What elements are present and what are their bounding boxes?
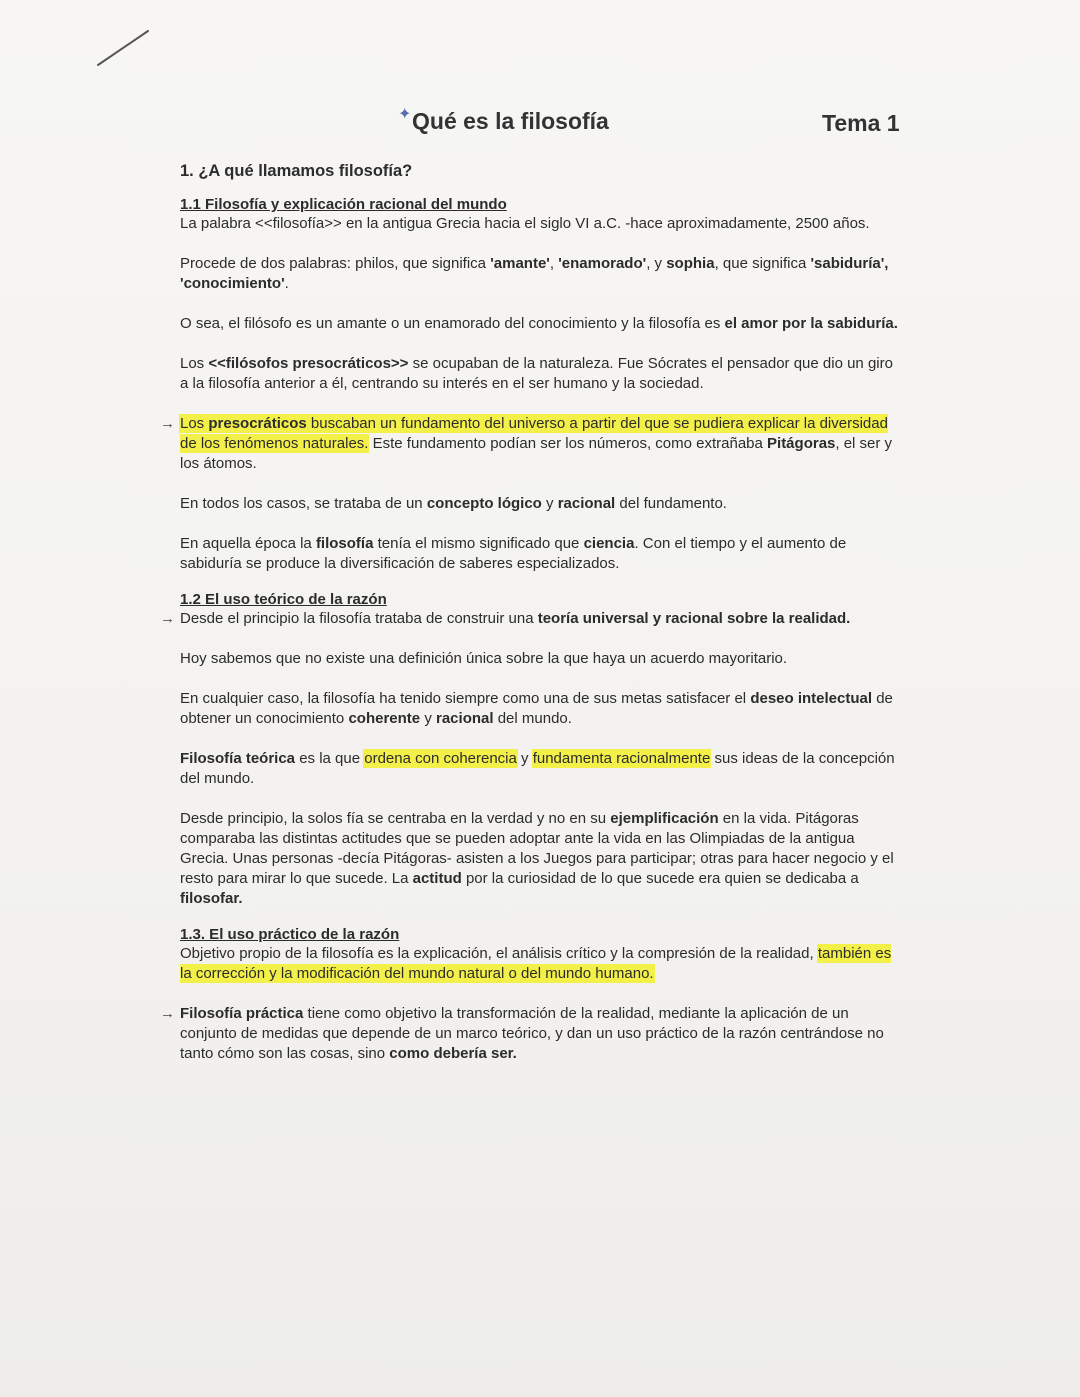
- paragraph: → Desde el principio la filosofía trataba de construir una teoría universal y racional sobre la realidad.: [160, 610, 851, 627]
- paragraph: La palabra <<filosofía>> en la antigua Grecia hacia el siglo VI a.C. -hace aproximadamente, 2500 años.: [180, 215, 870, 232]
- highlight: fundamenta racionalmente: [532, 750, 711, 767]
- paragraph: En todos los casos, se trataba de un concepto lógico y racional del fundamento.: [180, 495, 727, 512]
- paragraph: Los <<filósofos presocráticos>> se ocupaban de la naturaleza. Fue Sócrates el pensador que dio un giro a la filosofía anterior a él, centrando su interés en el ser humano y la sociedad.: [180, 355, 893, 392]
- section-heading: 1. ¿A qué llamamos filosofía?: [180, 162, 413, 180]
- highlight: también es la corrección y la modificación del mundo natural o del mundo humano.: [180, 945, 892, 982]
- paragraph: Filosofía teórica es la que ordena con coherencia y fundamenta racionalmente sus ideas de la concepción del mundo.: [180, 750, 895, 787]
- subsection-heading-1-1: 1.1 Filosofía y explicación racional del mundo: [180, 196, 507, 213]
- page-title: Qué es la filosofía: [412, 108, 609, 134]
- page-header: [0, 104, 1080, 144]
- highlight: Los presocráticos buscaban un fundamento del universo a partir del que se pudiera explicar la diversidad de los fenómenos naturales.: [180, 415, 888, 452]
- arrow-icon: →: [160, 415, 175, 432]
- subsection-heading-1-3: 1.3. El uso práctico de la razón: [180, 926, 400, 943]
- arrow-icon: →: [160, 610, 175, 627]
- document-body: [160, 162, 900, 1084]
- paragraph: O sea, el filósofo es un amante o un enamorado del conocimiento y la filosofía es el amor por la sabiduría.: [180, 315, 898, 332]
- topic-number: Tema 1: [822, 110, 900, 136]
- paragraph: Objetivo propio de la filosofía es la explicación, el análisis crítico y la compresión de la realidad, también es la corrección y la modificación del mundo natural o del mundo humano.: [180, 945, 892, 982]
- paragraph: Procede de dos palabras: philos, que significa 'amante', 'enamorado', y sophia, que significa 'sabiduría', 'conocimiento'.: [180, 255, 889, 292]
- paragraph-highlighted: → Los presocráticos buscaban un fundamento del universo a partir del que se pudiera explicar la diversidad de los fenómenos naturales. Este fundamento podían ser los números, como extrañaba Pitágoras, el ser y los átomos.: [160, 415, 893, 472]
- paragraph: → Filosofía práctica tiene como objetivo la transformación de la realidad, mediante la aplicación de un conjunto de medidas que depende de un marco teórico, y dan un uso práctico de la razón centrándose no tanto cómo son las cosas, sino como debería ser.: [160, 1005, 884, 1062]
- highlight: ordena con coherencia: [364, 750, 517, 767]
- arrow-icon: →: [160, 1005, 175, 1022]
- paragraph: Desde principio, la solos fía se centraba en la verdad y no en su ejemplificación en la vida. Pitágoras comparaba las distintas actitudes que se pueden adoptar ante la vida en las Olimpiadas de la antigua Grecia. Unas personas -decía Pitágoras- asisten a los Juegos para participar; otras para hacer negocio y el resto para mirar lo que sucede. La actitud por la curiosidad de lo que sucede era quien se dedicaba a filosofar.: [180, 810, 894, 907]
- subsection-heading-1-2: 1.2 El uso teórico de la razón: [180, 591, 387, 608]
- paragraph: En cualquier caso, la filosofía ha tenido siempre como una de sus metas satisfacer el deseo intelectual de obtener un conocimiento coherente y racional del mundo.: [180, 690, 893, 727]
- pen-stroke-mark: [96, 28, 156, 68]
- paragraph: Hoy sabemos que no existe una definición única sobre la que haya un acuerdo mayoritario.: [180, 650, 788, 667]
- paragraph: En aquella época la filosofía tenía el mismo significado que ciencia. Con el tiempo y el aumento de sabiduría se produce la diversificación de saberes especializados.: [180, 535, 847, 572]
- star-icon: ✦: [398, 106, 412, 123]
